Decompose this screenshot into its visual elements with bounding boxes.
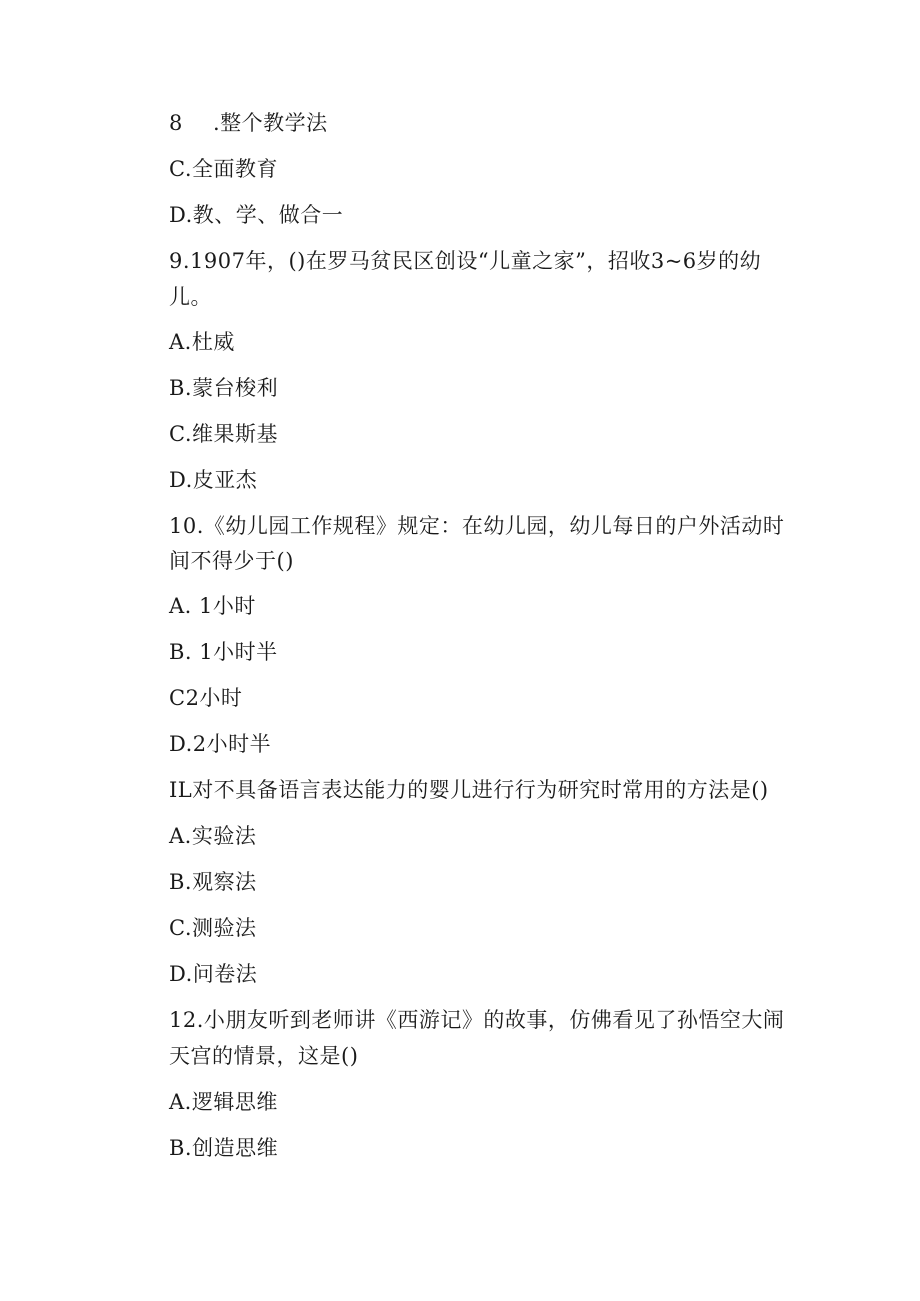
q11-option-d: D.问卷法 (169, 962, 258, 986)
q11-stem-line-1: IL对不具备语言表达能力的婴儿进行行为研究时常用的方法是() (169, 778, 769, 802)
q8-option-b: .整个教学法 (213, 111, 328, 135)
q10-option-a: A. 1小时 (169, 594, 256, 618)
q9-option-c: C.维果斯基 (169, 422, 278, 446)
q10-option-d: D.2小时半 (169, 732, 272, 756)
q10-stem-line-2: 间不得少于() (169, 549, 294, 573)
q12-stem-line-2: 天宫的情景，这是() (169, 1044, 359, 1068)
q8-number: 8 (169, 111, 183, 135)
q12-stem-line-1: 12.小朋友听到老师讲《西游记》的故事，仿佛看见了孙悟空大闹 (169, 1008, 785, 1032)
q12-option-b: B.创造思维 (169, 1136, 279, 1160)
q9-option-b: B.蒙台梭利 (169, 376, 279, 400)
q10-option-b: B. 1小时半 (169, 640, 278, 664)
q8-option-d: D.教、学、做合一 (169, 203, 344, 227)
q12-option-a: A.逻辑思维 (169, 1090, 278, 1114)
q9-option-a: A.杜威 (169, 330, 235, 354)
q9-stem-line-1: 9.1907年，()在罗马贫民区创设“儿童之家”，招收3~6岁的幼 (169, 249, 762, 273)
q10-stem-line-1: 10.《幼儿园工作规程》规定：在幼儿园，幼儿每日的户外活动时 (169, 514, 785, 538)
q8-option-c: C.全面教育 (169, 157, 278, 181)
q11-option-c: C.测验法 (169, 916, 257, 940)
q11-option-a: A.实验法 (169, 824, 257, 848)
q11-option-b: B.观察法 (169, 870, 257, 894)
q10-option-c: C2小时 (169, 686, 243, 710)
q9-option-d: D.皮亚杰 (169, 468, 258, 492)
q9-stem-line-2: 儿。 (169, 285, 212, 309)
